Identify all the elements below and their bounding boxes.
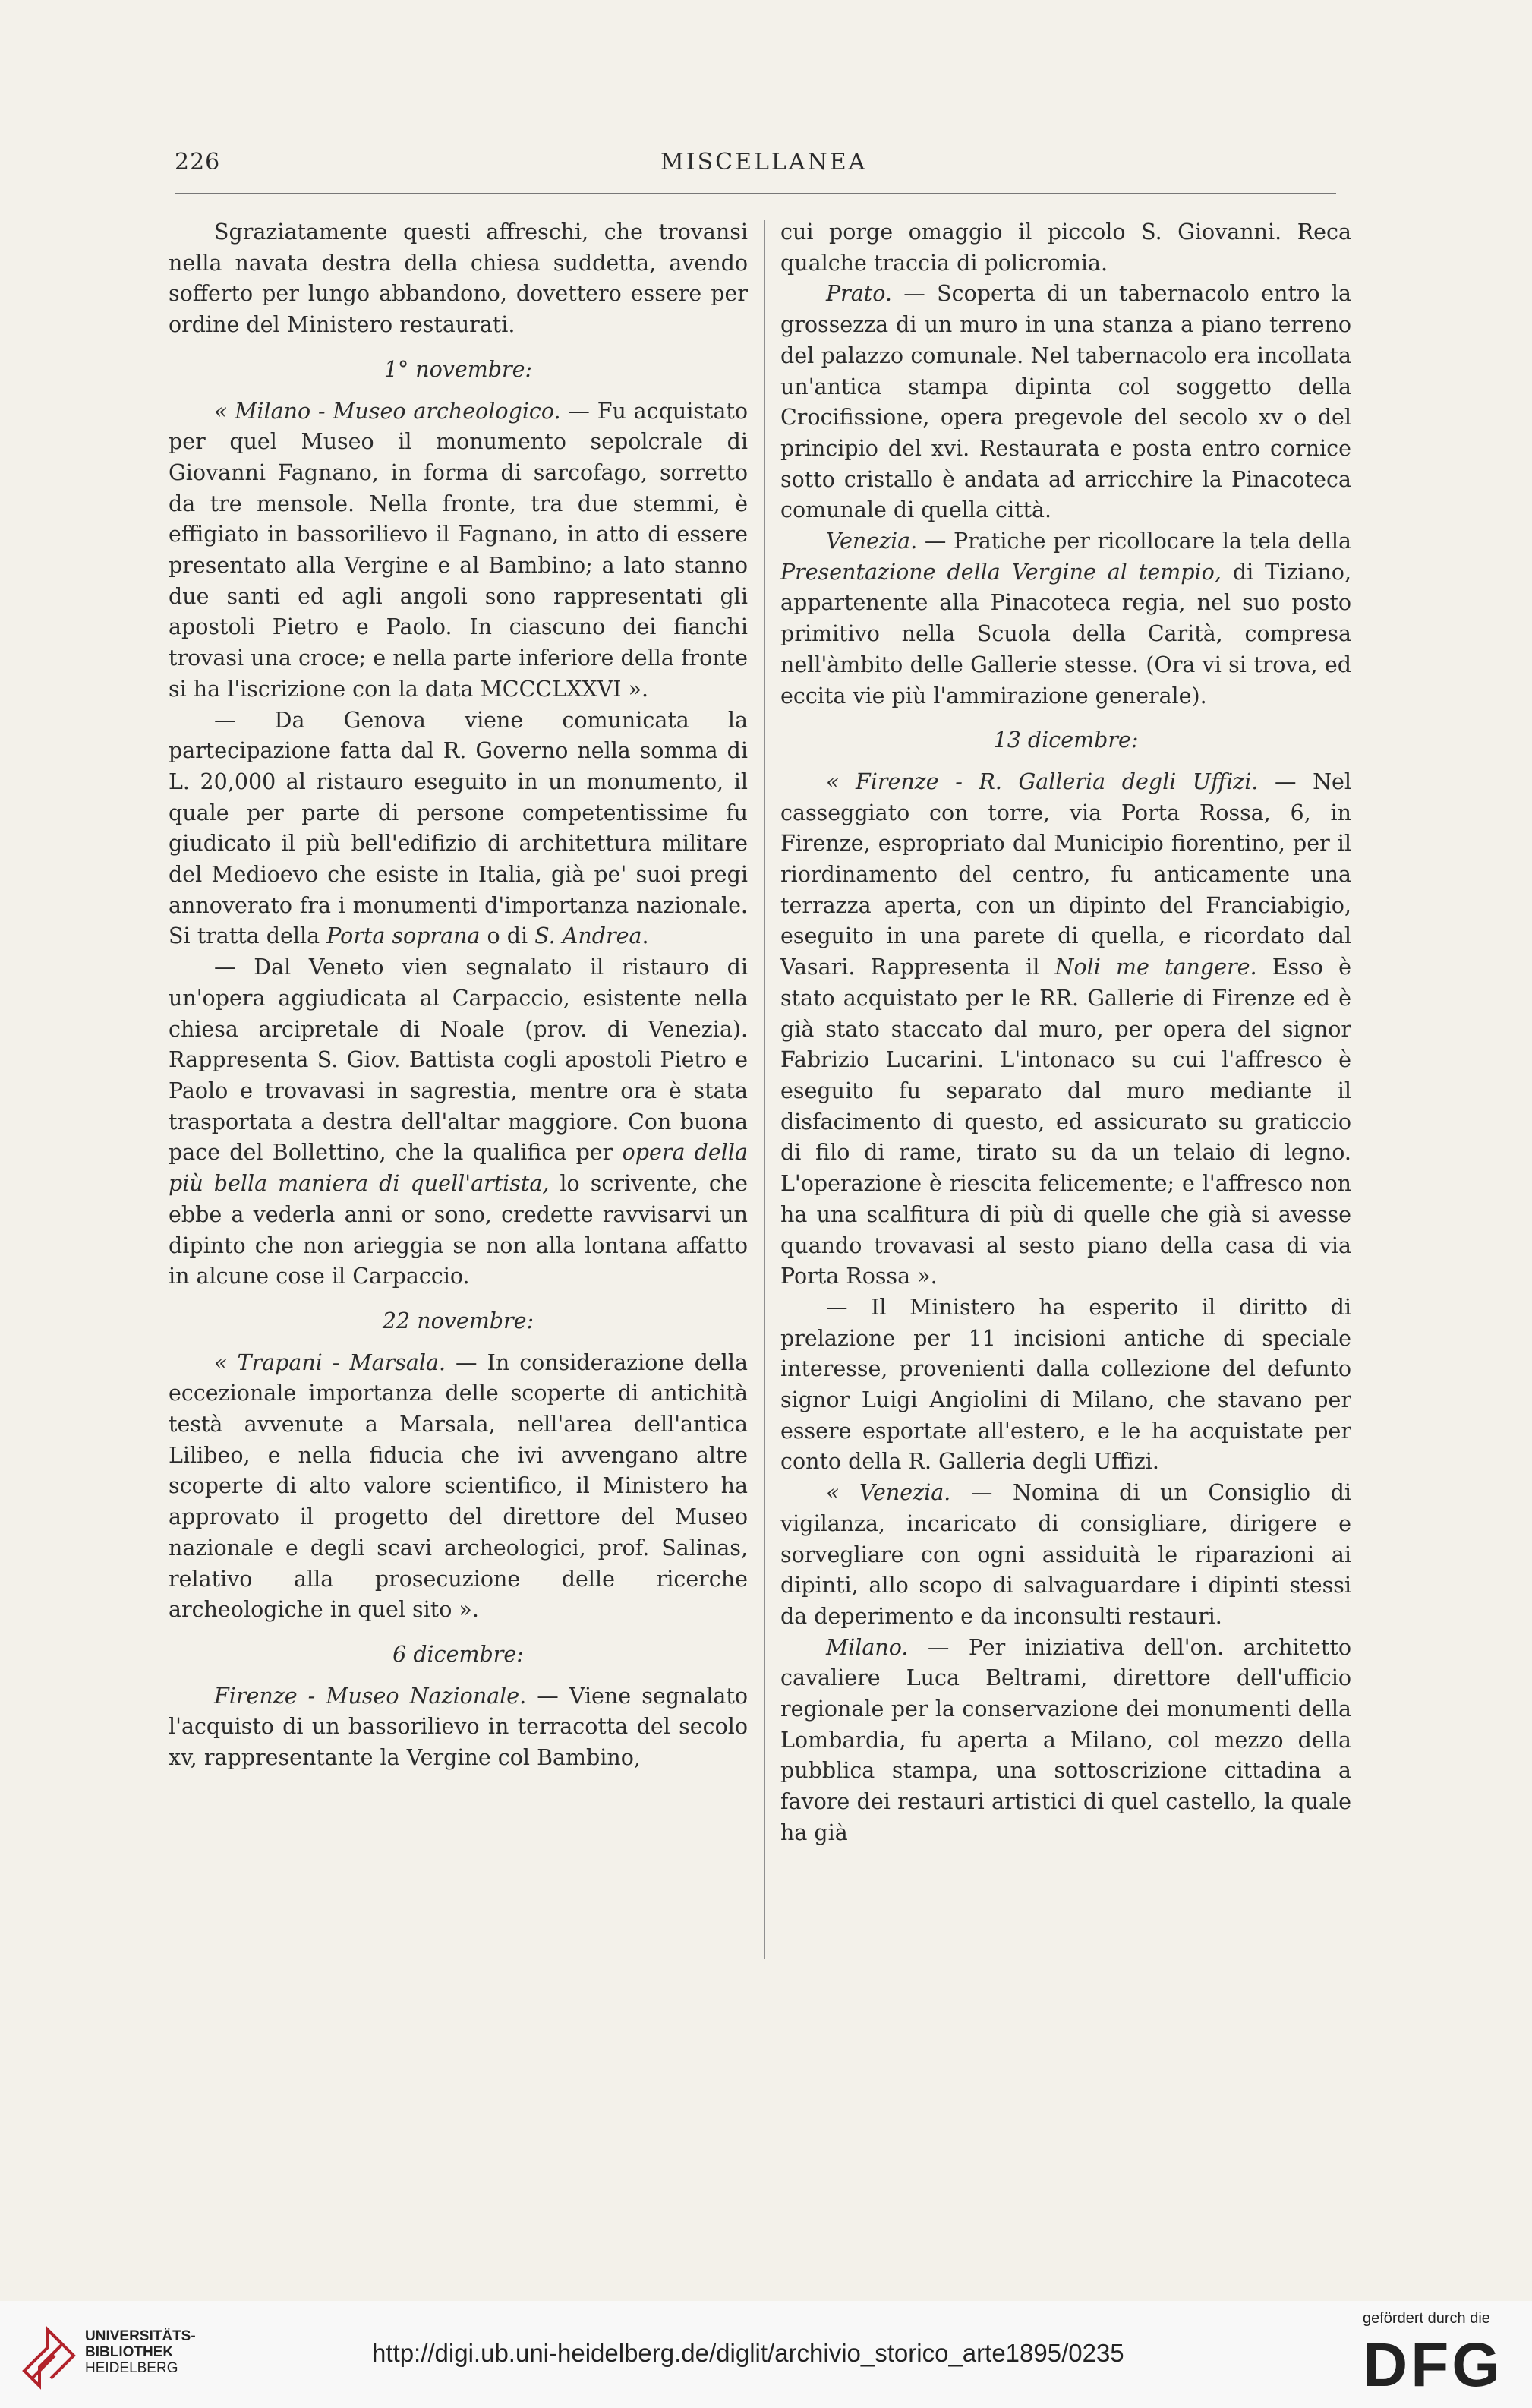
paragraph-text: — Pratiche per ricollocare la tela della (917, 529, 1351, 554)
paragraph-text: — Scoperta di un tabernacolo entro la grossezza di un muro in una stanza a piano terreno del palazzo comunale. Nel tabernacolo era incollata un'antica stampa dipinta col soggetto della Crocifissione, opera pregevole del secolo xv o del principio del xvi. Restaurata e posta entro cornice sotto cristallo è andata ad arricchire la Pinacoteca comunale di quella città. (780, 281, 1351, 523)
library-line: HEIDELBERG (85, 2360, 178, 2376)
page-number: 226 (175, 149, 221, 175)
paragraph-text: — Il Ministero ha esperito il diritto di prelazione per 11 incisioni antiche di speciale interesse, provenienti dalla collezione del defunto signor Luigi Angiolini di Milano, che stavano per essere esportate all'estero, e le ha acquistate per conto della R. Galleria degli Uffizi. (780, 1294, 1351, 1475)
italic-title: Presentazione della Vergine al tempio, (780, 559, 1222, 585)
paragraph-text: — Viene segnalato l'acquisto di un bassorilievo in terracotta del secolo xv, rappresentante la Vergine col Bambino, (169, 1683, 749, 1771)
paragraph-text: o di (480, 923, 535, 949)
paragraph (780, 217, 1351, 279)
running-head: MISCELLANEA (660, 149, 868, 175)
paragraph-text: — Dal Veneto vien segnalato il ristauro di un'opera aggiudicata al Carpaccio, esistente nella chiesa arcipretale di Noale (prov. di Venezia). Rappresenta S. Giov. Battista cogli apostoli Pietro e Paolo e trovavasi in sagrestia, mentre ora è stata trasportata a destra dell'altar maggiore. Con buona pace del Bollettino, che la qualifica per (169, 955, 748, 1166)
paragraph (780, 279, 1351, 526)
italic-title: opera della più bella maniera di quell'artista, (169, 1140, 748, 1197)
paragraph (780, 767, 1351, 1292)
paragraph-text: Sgraziatamente questi affreschi, che trovansi nella navata destra della chiesa suddetta, avendo sofferto per lungo abbandono, dovettero essere per ordine del Ministero restaurati. (169, 219, 748, 338)
paragraph-text: cui porge omaggio il piccolo S. Giovanni. Reca qualche traccia di policromia. (780, 219, 1351, 276)
paragraph-text: — Da Genova viene comunicata la partecipazione fatta dal R. Governo nella somma di L. 20,000 al ristauro eseguito in un monumento, il quale per parte di persone competentissime fu giudicato il più bell'edifizio di architettura militare del Medioevo che esiste in Italia, già pe' suoi pregi annoverato fra i monumenti d'importanza nazionale. Si tratta della (169, 707, 748, 949)
left-column (169, 217, 748, 1774)
date-heading: 1° novembre: (383, 356, 533, 382)
dfg-logo: DFG (1363, 2331, 1504, 2400)
paragraph (169, 396, 748, 705)
date-heading: 22 novembre: (382, 1308, 534, 1333)
paragraph-text: . (641, 923, 649, 949)
entry-location: « Milano - Museo archeologico. (214, 398, 561, 424)
paragraph (780, 1292, 1351, 1478)
italic-title: Porta soprana (326, 923, 481, 949)
library-line: BIBLIOTHEK (85, 2344, 174, 2360)
date-heading: 6 dicembre: (392, 1641, 524, 1667)
footer (0, 2301, 1532, 2408)
paragraph (169, 217, 748, 341)
paragraph-text: — In considerazione della eccezionale importanza delle scoperte di antichità testà avvenute a Marsala, nell'area dell'antica Lilibeo, e nella fiducia che ivi avvengano altre scoperte di alto valore scientifico, il Ministero ha approvato il progetto del direttore del Museo nazionale e degli scavi archeologici, prof. Salinas, relativo alla prosecuzione delle ricerche archeologiche in quel sito ». (169, 1349, 748, 1623)
entry-location: Firenze - Museo Nazionale. (214, 1683, 527, 1709)
date-heading: 13 dicembre: (993, 727, 1139, 753)
paragraph-text: — Fu acquistato per quel Museo il monumento sepolcrale di Giovanni Fagnano, in forma di sarcofago, sorretto da tre mensole. Nella fronte, tra due stemmi, è effigiato in bassorilievo il Fagnano, in atto di essere presentato alla Vergine e al Bambino; a lato stanno due santi ed agli angoli sono rappresentati gli apostoli Pietro e Paolo. In ciascuno dei fianchi trovasi una croce; e nella parte inferiore della fronte si ha l'iscrizione con la data MCCCLXXVI ». (169, 398, 748, 702)
paragraph (169, 1681, 748, 1774)
paragraph (780, 1633, 1351, 1849)
paragraph-text: — Nel casseggiato con torre, via Porta Rossa, 6, in Firenze, espropriato dal Municipio fiorentino, per il riordinamento del centro, fu anticamente una terrazza aperta, con un dipinto del Franciabigio, eseguito in una parete di quella, e ricordato dal Vasari. Rappresenta il (780, 768, 1351, 980)
sponsor-text: gefördert durch die (1363, 2310, 1490, 2327)
paragraph-text: — Nomina di un Consiglio di vigilanza, incaricato di consigliare, dirigere e sorvegliare con ogni assiduità le riparazioni ai dipinti, allo scopo di salvaguardare i dipinti stessi da deperimento e da inconsulti restauri. (780, 1480, 1351, 1629)
entry-location: Prato. (826, 281, 892, 307)
paragraph-text: — Per iniziativa dell'on. architetto cavaliere Luca Beltrami, direttore dell'ufficio regionale per la conservazione dei monumenti della Lombardia, fu aperta a Milano, col mezzo della pubblica stampa, una sottoscrizione cittadina a favore dei restauri artistici di quel castello, la quale ha già (780, 1634, 1351, 1845)
entry-location: « Venezia. (826, 1480, 951, 1506)
header-rule (175, 193, 1336, 194)
source-url-link[interactable]: http://digi.ub.uni-heidelberg.de/diglit/archivio_storico_arte1895/0235 (372, 2339, 1124, 2367)
paragraph (169, 705, 748, 953)
page-header (175, 149, 1336, 194)
paragraph (169, 1348, 748, 1626)
paragraph (780, 1478, 1351, 1633)
paragraph-text: lo scrivente, che ebbe a vederla anni or sono, credette ravvisarvi un dipinto che non arieggia se non alla lontana affatto in alcune cose il Carpaccio. (169, 1171, 748, 1289)
entry-location: « Firenze - R. Galleria degli Uffizi. (826, 768, 1259, 794)
library-line: UNIVERSITÄTS- (85, 2328, 196, 2344)
entry-location: Milano. (826, 1634, 909, 1660)
paragraph-text: Esso è stato acquistato per le RR. Gallerie di Firenze ed è già stato staccato dal muro, per opera del signor Fabrizio Lucarini. L'intonaco su cui l'affresco è eseguito fu separato dal muro mediante il disfacimento di questo, ed assicurato su graticcio di filo di rame, tirato su da un telaio di legno. L'operazione è riescita felicemente; e l'affresco non ha una scalfitura di più di quelle che già si avesse quando trovavasi al sesto piano della casa di via Porta Rossa ». (780, 955, 1352, 1289)
entry-location: « Trapani - Marsala. (214, 1349, 446, 1375)
paragraph (780, 526, 1351, 712)
italic-title: Noli me tangere. (1054, 955, 1257, 980)
paragraph-text: di Tiziano, appartenente alla Pinacoteca regia, nel suo posto primitivo nella Scuola della Carità, compresa nell'àmbito delle Gallerie stesse. (Ora vi si trova, ed eccita vie più l'ammirazione generale). (780, 559, 1352, 709)
paragraph (169, 952, 748, 1292)
right-column (780, 217, 1351, 1849)
library-name (85, 2328, 196, 2376)
library-logo-icon (17, 2318, 82, 2394)
entry-location: Venezia. (826, 529, 918, 554)
italic-title: S. Andrea (534, 923, 642, 949)
column-divider (764, 220, 765, 1959)
